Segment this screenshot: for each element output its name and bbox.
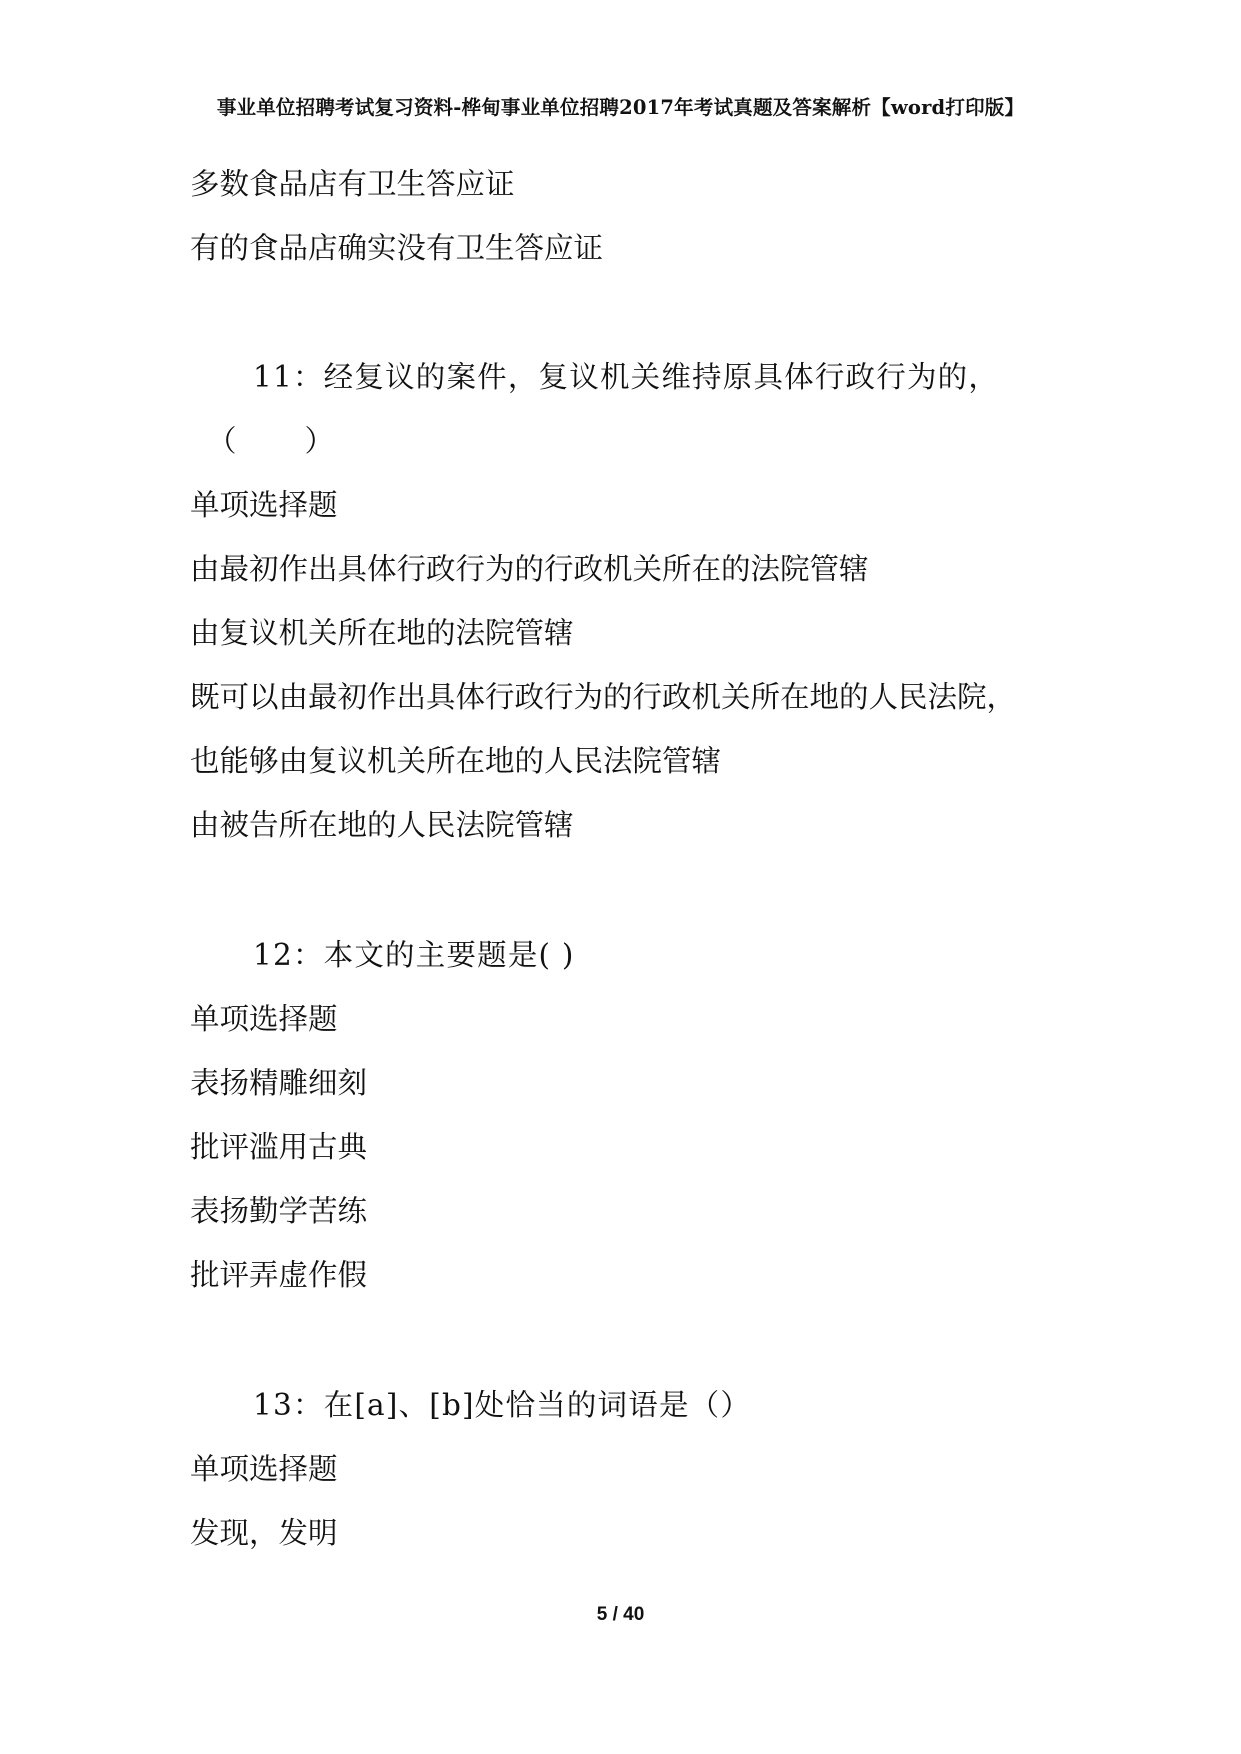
option-text: 由被告所在地的人民法院管辖 <box>190 808 574 842</box>
option-text: 有的食品店确实没有卫生答应证 <box>190 231 604 265</box>
question-13-type: 单项选择题 <box>190 1452 338 1486</box>
option-text: 既可以由最初作出具体行政行为的行政机关所在地的人民法院， <box>190 680 1017 714</box>
option-text: 也能够由复议机关所在地的人民法院管辖 <box>190 744 722 778</box>
question-12-type: 单项选择题 <box>190 1002 338 1036</box>
paren-open: （ <box>207 424 237 458</box>
option-text: 多数食品店有卫生答应证 <box>190 167 515 201</box>
question-11-answer-blank <box>207 424 335 458</box>
option-text: 由复议机关所在地的法院管辖 <box>190 616 574 650</box>
question-13-stem: 13：在[a]、[b]处恰当的词语是（） <box>253 1388 752 1422</box>
question-12-stem: 12：本文的主要题是( ) <box>253 938 575 972</box>
option-text: 批评弄虚作假 <box>190 1258 368 1292</box>
option-text: 发现，发明 <box>190 1516 338 1550</box>
page-number: 5 / 40 <box>596 1604 645 1625</box>
question-11-type: 单项选择题 <box>190 488 338 522</box>
page-header: 事业单位招聘考试复习资料-桦甸事业单位招聘2017年考试真题及答案解析【word打印版】 <box>216 96 1025 119</box>
question-11-stem: 11：经复议的案件，复议机关维持原具体行政行为的， <box>253 360 1000 394</box>
option-text: 表扬精雕细刻 <box>190 1066 368 1100</box>
option-text: 批评滥用古典 <box>190 1130 368 1164</box>
paren-close: ） <box>304 424 335 458</box>
option-text: 表扬勤学苦练 <box>190 1194 368 1228</box>
option-text: 由最初作出具体行政行为的行政机关所在的法院管辖 <box>190 552 869 586</box>
